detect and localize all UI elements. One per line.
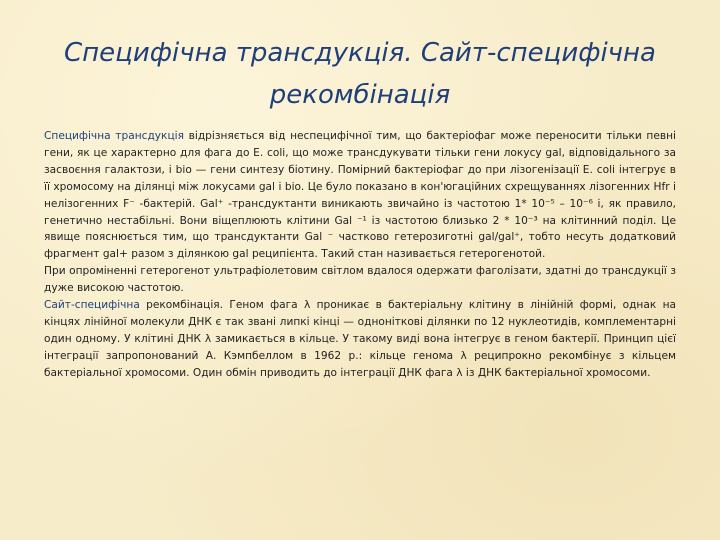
paragraph-text: відрізняється від неспецифічної тим, що бактеріофаг може переносити тільки певні гени, як це характерно для фага до E. coli, що може трансдукувати тільки гени локусу gal, відповідального за засвоєння галактози, і bio — гени синтезу біотину. Помірний бактеріофаг до при лізогенізації E. coli інтегрує в її хромосому на ділянці між локусами gal і bio. Це було показано в кон'югаційних схрещуваннях лізогенних Hfr і нелізогенних F⁻ -бактерій. Gal⁺ -трансдуктанти виникають звичайно із частотою 1* 10⁻⁵ – 10⁻⁶ і, як правило, генетично нестабільні. Вони віщеплюють клітини Gal ⁻¹ із частотою близько 2 * 10⁻³ на клітинний поділ. Це явище пояснюється тим, що трансдуктанти Gal ⁻ частково гетерозиготні gal/gal⁺, тобто несуть додатковий фрагмент gal+ разом з ділянкою gal реципієнта. Такий стан називається гетерогенотой. (44, 130, 676, 261)
paragraph-uv-irradiation (44, 263, 676, 297)
slide-body (44, 128, 676, 382)
paragraph-specific-transduction (44, 128, 676, 263)
term-specific-transduction: Специфічна трансдукція (44, 130, 184, 142)
paragraph-site-specific-recombination (44, 297, 676, 382)
paragraph-text: рекомбінація. Геном фага λ проникає в бактеріальну клітину в лінійній формі, однак на кінцях лінійної молекули ДНК є так звані липкі кінці — одноніткові ділянки по 12 нуклеотидів, комплементарні один одному. У клітині ДНК λ замикається в кільце. У такому виді вона інтегрує в геном бактерії. Принцип цієї інтеграції запропонований А. Кэмпбеллом в 1962 р.: кільце генома λ реципрокно рекомбінує з кільцем бактеріальної хромосоми. Один обмін приводить до інтеграції ДНК фага λ із ДНК бактеріальної хромосоми. (44, 299, 676, 379)
term-site-specific: Сайт-специфічна (44, 299, 140, 312)
slide-title: Специфічна трансдукція. Сайт-специфічна рекомбінація (64, 38, 656, 110)
paragraph-text: При опроміненні гетерогенот ультрафіолетовим світлом вдалося одержати фаголізати, здатні до трансдукції з дуже високою частотою. (44, 265, 676, 295)
